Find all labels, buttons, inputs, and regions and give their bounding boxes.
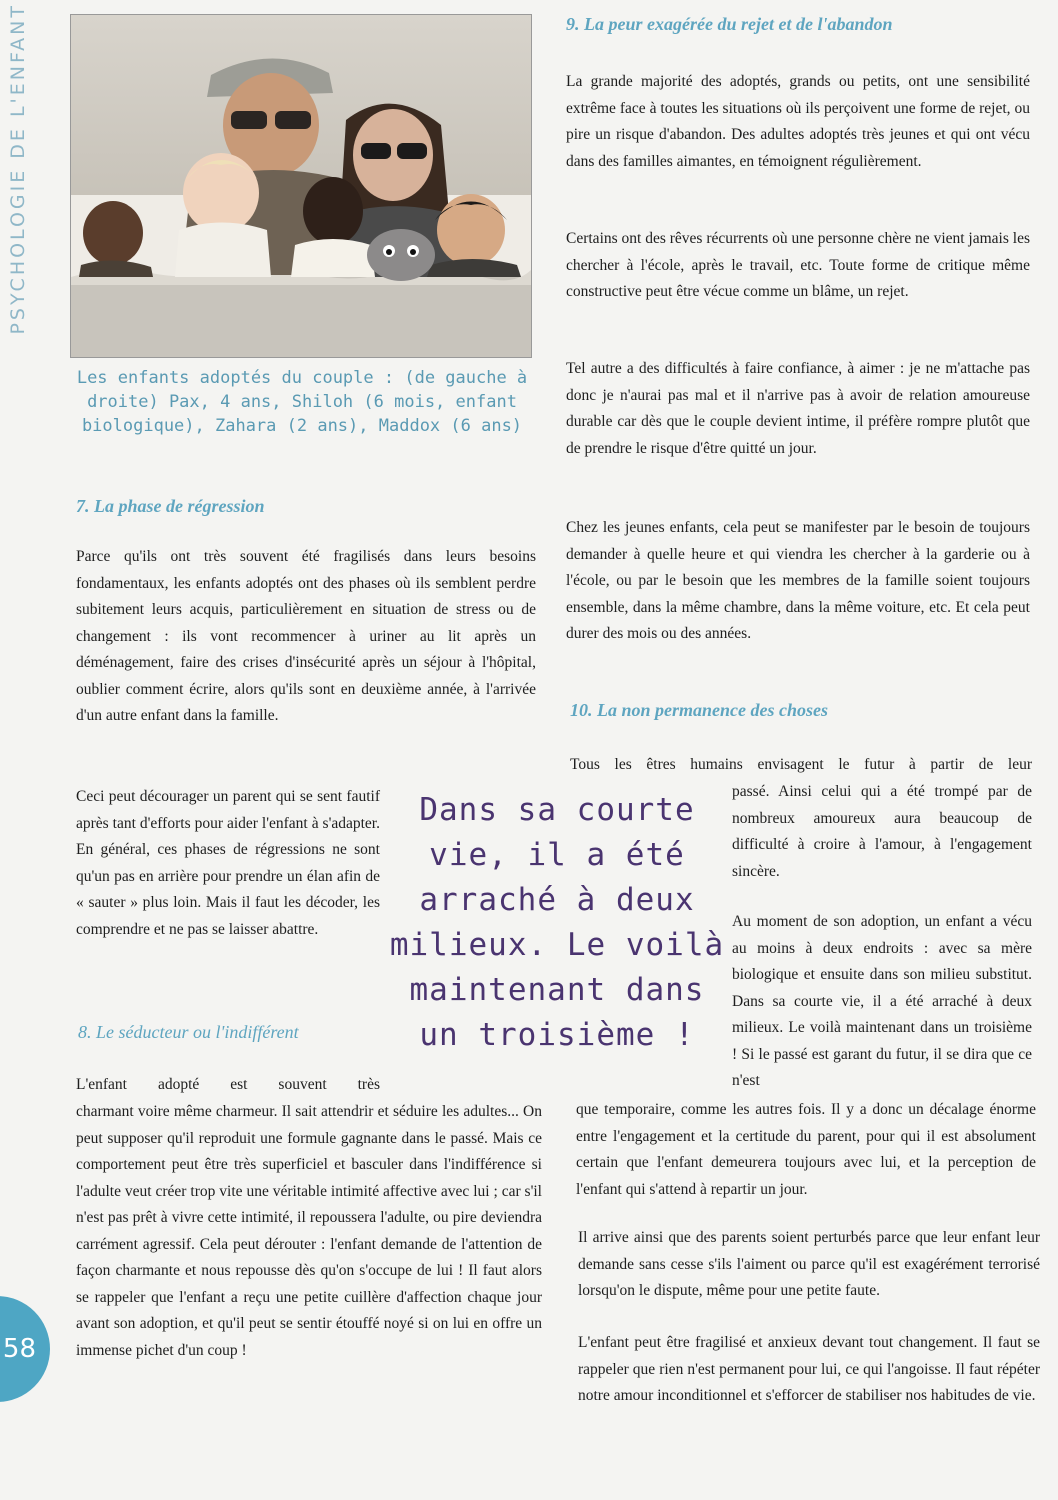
family-photo	[70, 14, 532, 358]
family-photo-illustration	[71, 15, 531, 357]
section-7-title: 7. La phase de régression	[76, 496, 265, 516]
section-9-paragraph-3	[566, 356, 1030, 462]
section-10-p2-narrow-text: Au moment de son adoption, un enfant a vécu au moins à deux endroits : avec sa mère biologique et ensuite dans son milieu substitut. Dans sa courte vie, il a été arraché à deux milieux. Le voilà maintenant dans un troisième ! Si le passé est garant du futur, il se dira que ce n'est	[732, 913, 1032, 1089]
section-10-p1-text: passé. Ainsi celui qui a été trompé par de nombreux amoureux aura beaucoup de difficulté à croire à l'amour, à l'engagement sincère.	[732, 783, 1032, 880]
section-9-paragraph-2	[566, 226, 1030, 306]
section-10-p4-text: L'enfant peut être fragilisé et anxieux devant tout changement. Il faut se rappeler que rien n'est permanent pour lui, ce qui l'angoisse. Il faut répéter notre amour inconditionnel et s'efforcer de stabiliser nos habitudes de vie.	[578, 1334, 1040, 1404]
section-7-paragraph-2	[76, 784, 380, 943]
section-9-p3-text: Tel autre a des difficultés à faire confiance, à aimer : je ne m'attache pas donc je n'aurai pas mal et il n'arrive pas à avoir de relation amoureuse durable car dès que le couple devient intime, il préfère rompre plutôt que de prendre le risque d'être quitté un jour.	[566, 360, 1030, 457]
section-7-paragraph-1	[76, 544, 536, 730]
photo-caption: Les enfants adoptés du couple : (de gauche à droite) Pax, 4 ans, Shiloh (6 mois, enfant biologique), Zahara (2 ans), Maddox (6 ans)	[76, 368, 528, 436]
section-7-p1-text: Parce qu'ils ont très souvent été fragilisés dans leurs besoins fondamentaux, les enfants adoptés ont des phases où ils semblent perdre subitement leurs acquis, particulièrement en situation de stress ou de changement : ils vont recommencer à uriner au lit après un déménagement, faire des crises d'insécurité après un séjour à l'hôpital, oublier comment écrire, alors qu'ils sont en deuxième année, à l'arrivée d'un autre enfant dans la famille.	[76, 548, 536, 724]
section-9-p1-text: La grande majorité des adoptés, grands ou petits, ont une sensibilité extrême face à toutes les situations où ils perçoivent une forme de rejet, ou pire un risque d'abandon. Des adultes adoptés très jeunes et qui ont vécu dans des familles aimantes, en témoignent régulièrement.	[566, 73, 1030, 170]
section-9-paragraph-1	[566, 69, 1030, 175]
section-7-p2-text: Ceci peut décourager un parent qui se sent fautif après tant d'efforts pour aider l'enfant à s'adapter. En général, ces phases de régressions ne sont qu'un pas en arrière pour prendre un élan afin de « sauter » plus loin. Mais il faut les décoder, les comprendre et ne pas se laisser abattre.	[76, 788, 380, 938]
section-side-title: PSYCHOLOGIE DE L'ENFANT	[7, 3, 29, 335]
section-10-p1-intro-text: Tous les êtres humains envisagent le futur à partir de leur	[570, 756, 1032, 773]
section-9-p2-text: Certains ont des rêves récurrents où une personne chère ne vient jamais les chercher à l'école, après le travail, etc. Toute forme de critique même constructive peut être vécue comme un blâme, un rejet.	[566, 230, 1030, 300]
section-10-p2-text: que temporaire, comme les autres fois. Il y a donc un décalage énorme entre l'engagement et la certitude du parent, pour qui il est absolument certain que l'enfant demeurera toujours avec lui, et la perception de l'enfant qui s'attend à repartir un jour.	[576, 1101, 1036, 1198]
section-8-p1-intro-text: L'enfant adopté est souvent très	[76, 1076, 380, 1093]
section-10-paragraph-4	[578, 1330, 1040, 1410]
section-10-paragraph-intro	[570, 752, 1032, 779]
section-9-paragraph-4	[566, 515, 1030, 648]
section-10-paragraph-3	[578, 1225, 1040, 1305]
section-10-title: 10. La non permanence des choses	[570, 700, 828, 720]
section-9-title: 9. La peur exagérée du rejet et de l'abandon	[566, 14, 893, 34]
section-8-title: 8. Le séducteur ou l'indifférent	[78, 1022, 299, 1042]
section-10-p3-text: Il arrive ainsi que des parents soient perturbés parce que leur enfant leur demande sans cesse s'ils l'aiment ou parce qu'il est exagérément terrorisé lorsqu'on le dispute, même pour une petite faute.	[578, 1229, 1040, 1299]
section-10-paragraph-1	[732, 779, 1032, 885]
pull-quote: Dans sa courte vie, il a été arraché à deux milieux. Le voilà maintenant dans un troisième !	[389, 792, 725, 1053]
section-8-p1-text: charmant voire même charmeur. Il sait attendrir et séduire les adultes... On peut supposer qu'il reproduit une formule gagnante dans le passé. Mais ce comportement peut être très superficiel et basculer dans l'indifférence si l'adulte veut créer trop vite une véritable intimité affective avec lui ; car s'il n'est pas prêt à vivre cette intimité, il repoussera l'adulte, ou pire deviendra carrément agressif. Cela peut dérouter : l'enfant demande de l'attention de façon charmante et nous repousse dès qu'on s'occupe de lui ! Il faut alors se rappeler que l'enfant a reçu une petite cuillère d'affection chaque jour avant son adoption, et qu'il peut se sentir étouffé noyé si on lui en offre un immense pichet d'un coup !	[76, 1103, 542, 1359]
section-8-paragraph-1	[76, 1099, 542, 1364]
section-10-paragraph-2-narrow	[732, 909, 1032, 1095]
page-number-badge	[0, 1296, 50, 1402]
plush-toy	[367, 229, 435, 281]
page-number: 58	[2, 1334, 36, 1364]
section-8-paragraph-intro	[76, 1072, 380, 1099]
section-10-paragraph-2	[576, 1097, 1036, 1203]
section-9-p4-text: Chez les jeunes enfants, cela peut se manifester par le besoin de toujours demander à quelle heure et qui viendra les chercher à la garderie ou à l'école, ou par le besoin que les membres de la famille soient toujours ensemble, dans la même chambre, dans la même voiture, etc. Et cela peut durer des mois ou des années.	[566, 519, 1030, 642]
